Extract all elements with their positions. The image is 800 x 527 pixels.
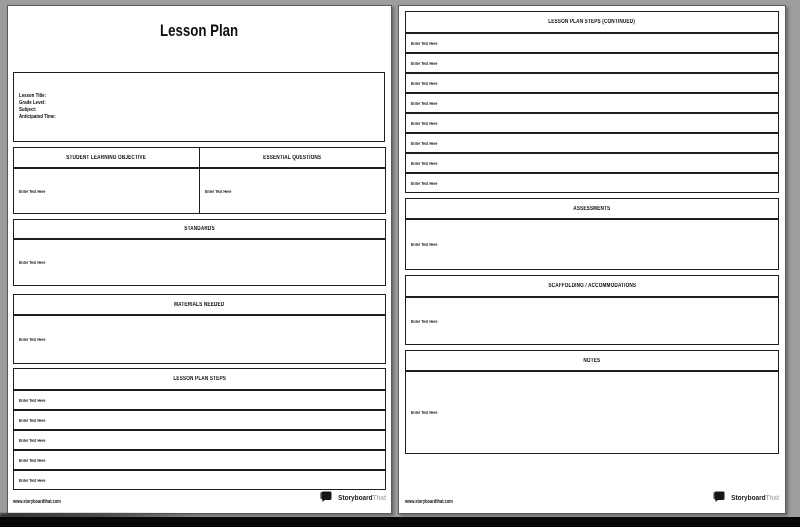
- lesson-step-row[interactable]: Enter Text Here: [13, 390, 386, 410]
- lesson-step-row[interactable]: Enter Text Here: [13, 430, 386, 450]
- materials-section: [13, 294, 386, 364]
- info-line-subject: Subject:: [19, 107, 37, 113]
- student-learning-objective-cell[interactable]: Enter Text Here: [13, 168, 200, 214]
- objective-questions-body-row: [13, 168, 386, 214]
- objective-questions-table: [13, 147, 386, 214]
- lesson-step-row[interactable]: Enter Text Here: [13, 450, 386, 470]
- lesson-step-row[interactable]: Enter Text Here: [405, 133, 779, 153]
- lesson-step-row[interactable]: Enter Text Here: [405, 33, 779, 53]
- lesson-steps-section-title: LESSON PLAN STEPS: [13, 368, 386, 390]
- storyboardthat-logo: [320, 489, 386, 507]
- assessments-text-area[interactable]: Enter Text Here: [405, 219, 779, 270]
- storyboardthat-logo: [713, 489, 779, 507]
- lesson-steps-section: [13, 368, 386, 490]
- footer-website-url: www.storyboardthat.com: [405, 499, 453, 505]
- student-learning-objective-header: STUDENT LEARNING OBJECTIVE: [13, 147, 200, 168]
- storyboardthat-logo-text: StoryboardThat: [731, 494, 779, 502]
- lesson-step-row[interactable]: Enter Text Here: [405, 113, 779, 133]
- objective-questions-header-row: [13, 147, 386, 168]
- info-line-anticipated-time: Anticipated Time:: [19, 114, 56, 120]
- scaffolding-section-title: SCAFFOLDING / ACCOMMODATIONS: [405, 275, 779, 297]
- lesson-step-row[interactable]: Enter Text Here: [13, 470, 386, 490]
- notes-section: [405, 350, 779, 454]
- lesson-step-row[interactable]: Enter Text Here: [405, 173, 779, 193]
- info-line-lesson-title: Lesson Title:: [19, 93, 47, 99]
- storyboardthat-logo-icon: [320, 489, 332, 507]
- storyboardthat-logo-text: StoryboardThat: [338, 494, 386, 502]
- info-line-grade-level: Grade Level:: [19, 100, 46, 106]
- bottom-black-bar: [0, 517, 800, 527]
- lesson-step-row[interactable]: Enter Text Here: [405, 153, 779, 173]
- lesson-steps-continued-title: LESSON PLAN STEPS (CONTINUED): [405, 11, 779, 33]
- notes-section-title: NOTES: [405, 350, 779, 371]
- scaffolding-section: [405, 275, 779, 345]
- standards-text-area[interactable]: Enter Text Here: [13, 239, 386, 286]
- page-title: [8, 21, 391, 41]
- lesson-step-row[interactable]: Enter Text Here: [405, 53, 779, 73]
- lesson-step-row[interactable]: Enter Text Here: [405, 73, 779, 93]
- page-1: [7, 5, 392, 514]
- notes-text-area[interactable]: Enter Text Here: [405, 371, 779, 454]
- lesson-info-box[interactable]: [13, 72, 385, 142]
- lesson-step-row[interactable]: Enter Text Here: [405, 93, 779, 113]
- lesson-steps-continued-section: [405, 11, 779, 193]
- assessments-section-title: ASSESSMENTS: [405, 198, 779, 219]
- footer-website-url: www.storyboardthat.com: [13, 499, 61, 505]
- essential-questions-cell[interactable]: Enter Text Here: [199, 168, 386, 214]
- standards-section: [13, 219, 386, 286]
- storyboardthat-logo-icon: [713, 489, 725, 507]
- lesson-step-row[interactable]: Enter Text Here: [13, 410, 386, 430]
- assessments-section: [405, 198, 779, 270]
- page-title-text: Lesson Plan: [160, 21, 239, 40]
- scaffolding-text-area[interactable]: Enter Text Here: [405, 297, 779, 345]
- standards-section-title: STANDARDS: [13, 219, 386, 239]
- essential-questions-header: ESSENTIAL QUESTIONS: [199, 147, 386, 168]
- materials-section-title: MATERIALS NEEDED: [13, 294, 386, 315]
- page-2: [398, 5, 786, 514]
- materials-text-area[interactable]: Enter Text Here: [13, 315, 386, 364]
